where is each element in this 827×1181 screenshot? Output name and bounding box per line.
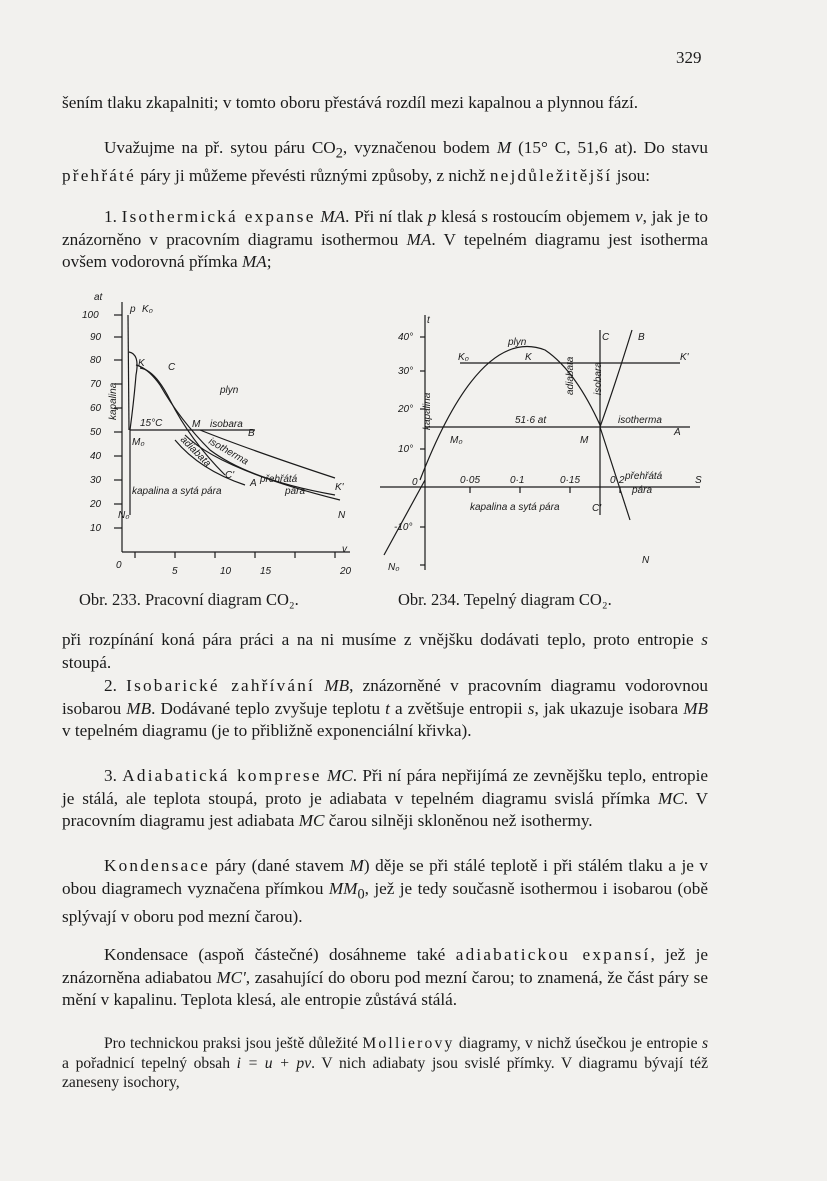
svg-text:B: B (248, 428, 255, 439)
svg-text:isobara: isobara (210, 419, 243, 430)
page-number: 329 (676, 48, 702, 67)
svg-text:isotherma: isotherma (206, 436, 251, 468)
svg-text:N₀: N₀ (388, 562, 400, 573)
svg-text:20°: 20° (398, 404, 414, 415)
figure-234-caption: Obr. 234. Tepelný diagram CO₂. (398, 590, 612, 609)
svg-text:K': K' (680, 352, 689, 363)
svg-text:p: p (130, 304, 136, 315)
svg-text:M: M (192, 419, 201, 430)
svg-text:0·2: 0·2 (610, 475, 625, 486)
paragraph-4: Kondensace páry (dané stavem M) děje se při stálé teplotě i při stálém tlaku a je v obou diagramech vyznačena přímkou $MM_0$, jež je tedy současně isothermou i isobarou (obě splývají v oboru pod mezní čarou). (62, 856, 708, 926)
svg-text:60: 60 (90, 403, 102, 414)
svg-text:M: M (580, 435, 589, 446)
svg-text:pára: pára (285, 486, 306, 497)
item-3: 3. Adiabatická komprese MC. Při ní pára nepřijímá ze zevnějšku teplo, entropie je stálá, ale teplota stoupá, proto je adiabata v tepelném diagramu svislá přímka MC. V pracovním diagramu jest adiabata MC čarou silněji skloněnou než isothermy. (62, 766, 709, 831)
svg-text:přehřátá: přehřátá (260, 474, 298, 485)
svg-text:10: 10 (220, 566, 232, 577)
svg-text:K: K (525, 352, 532, 363)
svg-text:5: 5 (172, 566, 178, 577)
svg-text:adiabata: adiabata (177, 434, 213, 470)
svg-text:M₀: M₀ (450, 435, 463, 446)
svg-text:K: K (138, 358, 145, 369)
svg-text:30: 30 (90, 475, 102, 486)
svg-text:kapalina a sytá pára: kapalina a sytá pára (470, 502, 560, 513)
svg-text:t: t (427, 315, 430, 326)
svg-text:C': C' (225, 470, 235, 481)
paragraph-3: při rozpínání koná pára práci a na ni musíme z vnějšku dodávati teplo, proto entropie s stoupá. (62, 630, 708, 672)
svg-text:v: v (342, 544, 347, 555)
figure-233-caption: Obr. 233. Pracovní diagram CO₂. (79, 590, 299, 609)
paragraph-5: Kondensace (aspoň částečné) dosáhneme také adiabatickou expansí, jež je znázorněna adiabatou MC', zasahující do oboru pod mezní čarou; to znamená, že část páry se mění v kapalinu. Teplota klesá, ale entropie zůstává stálá. (62, 945, 709, 1010)
svg-text:K': K' (335, 482, 344, 493)
svg-text:plyn: plyn (220, 385, 239, 396)
svg-text:A: A (674, 427, 681, 438)
svg-text:N: N (338, 510, 346, 521)
svg-text:10°: 10° (398, 444, 414, 455)
svg-text:C: C (168, 362, 176, 373)
paragraph-2: Uvažujme na př. sytou páru $CO_2$, vyznačenou bodem M (15° C, 51,6 at). Do stavu přehřáté páry ji můžeme převésti různými způsoby, z nichž nejdůležitější jsou: (62, 138, 709, 186)
svg-text:C: C (602, 332, 610, 343)
svg-text:A: A (250, 478, 257, 489)
svg-text:C': C' (592, 503, 602, 514)
svg-text:30°: 30° (398, 366, 414, 377)
svg-text:N: N (642, 555, 650, 566)
svg-text:0: 0 (116, 560, 122, 571)
svg-text:-10°: -10° (394, 522, 413, 533)
svg-text:90: 90 (90, 332, 102, 343)
svg-text:adiabata: adiabata (565, 356, 576, 395)
svg-text:přehřátá: přehřátá (625, 471, 663, 482)
item-1: 1. Isothermická expanse MA. Při ní tlak p klesá s rostoucím objemem v, jak je to znázorněno v pracovním diagramu isothermou MA. V tepelném diagramu jest isotherma ovšem vodorovná přímka MA; (62, 207, 708, 272)
svg-text:isobara: isobara (593, 362, 604, 395)
svg-text:100: 100 (82, 310, 99, 321)
svg-text:pára: pára (632, 485, 653, 496)
svg-text:0·05: 0·05 (460, 475, 481, 486)
svg-text:B: B (638, 332, 645, 343)
svg-text:N₀: N₀ (118, 510, 130, 521)
paragraph-6: Pro technickou praksi jsou ještě důležité Mollierovy diagramy, v nichž úsečkou je entropie s a pořadnicí tepelný obsah i = u + pv. V nich adiabaty jsou svislé přímky. V diagramu bývají též zaneseny isochory, (62, 1035, 709, 1091)
figure-233-work-diagram (80, 290, 370, 585)
svg-text:0·15: 0·15 (560, 475, 581, 486)
svg-text:20: 20 (90, 499, 102, 510)
svg-text:kapalina: kapalina (422, 392, 433, 430)
svg-text:isotherma: isotherma (618, 415, 662, 426)
figure-234-heat-diagram (370, 305, 710, 585)
svg-text:S: S (695, 475, 702, 486)
paragraph-1: šením tlaku zkapalniti; v tomto oboru přestává rozdíl mezi kapalnou a plynnou fází. (62, 93, 639, 112)
svg-text:50: 50 (90, 427, 102, 438)
svg-text:kapalina: kapalina (108, 382, 119, 420)
svg-text:K₀: K₀ (142, 304, 153, 315)
svg-text:70: 70 (90, 379, 102, 390)
svg-text:51·6 at: 51·6 at (515, 415, 547, 426)
svg-text:0: 0 (412, 477, 418, 488)
svg-text:K₀: K₀ (458, 352, 469, 363)
svg-text:20: 20 (340, 566, 352, 577)
svg-text:15°C: 15°C (140, 418, 163, 429)
svg-text:10: 10 (90, 523, 102, 534)
svg-text:40°: 40° (398, 332, 414, 343)
svg-text:M₀: M₀ (132, 437, 145, 448)
svg-text:40: 40 (90, 451, 102, 462)
item-2: 2. Isobarické zahřívání MB, znázorněné v pracovním diagramu vodorovnou isobarou MB. Dodávané teplo zvyšuje teplotu t a zvětšuje entropii s, jak ukazuje isobara MB v tepelném diagramu (je to přibližně exponenciální křivka). (62, 676, 709, 741)
svg-text:0·1: 0·1 (510, 475, 525, 486)
svg-text:15: 15 (260, 566, 272, 577)
svg-text:plyn: plyn (508, 337, 527, 348)
svg-text:80: 80 (90, 355, 102, 366)
svg-text:kapalina a sytá pára: kapalina a sytá pára (132, 486, 222, 497)
svg-text:at: at (94, 292, 103, 303)
